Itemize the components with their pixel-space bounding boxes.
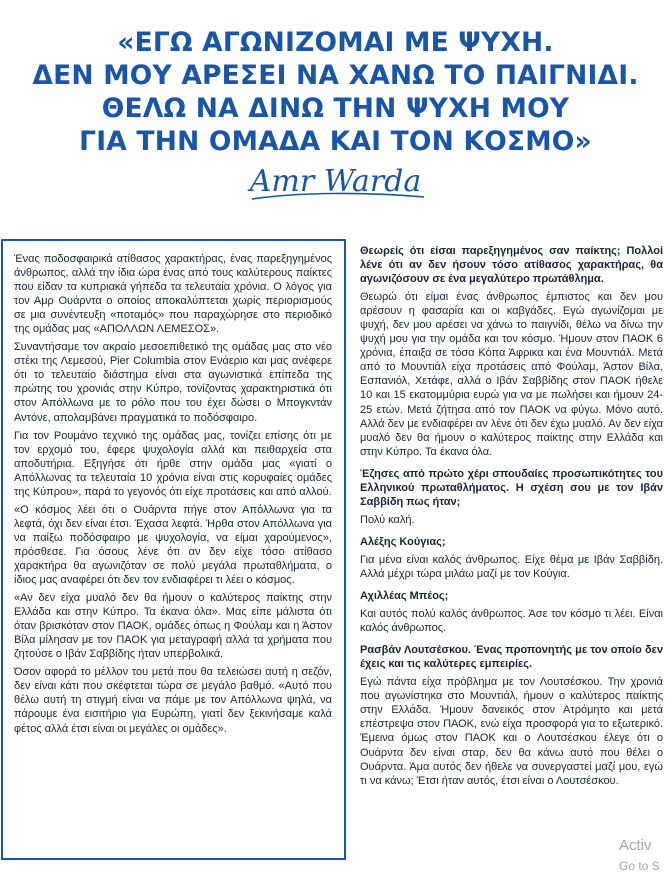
interview-answer: Πολύ καλή.	[360, 513, 415, 526]
interview-column	[360, 244, 663, 796]
author-signature	[0, 162, 671, 202]
intro-paragraph: Ένας ποδοσφαιρικά ατίθασος χαρακτήρας, ένας παρεξηγημένος άνθρωπος, αλλά την ίδια ώρα ένας από τους καλύτερους παίκτες που είδαν τα κυπριακά γήπεδα τα τελευταία χρόνια. Ο λόγος για τον Αμρ Ουάρντα ο οποίος αποκαλύπτεται χωρίς περιορισμούς σε μια συνέντευξη «ποταμός» που παραχώρησε στο περιοδικό της ομάδας μας «ΑΠΟΛΛΩΝ ΛΕΜΕΣΟΣ».	[14, 253, 332, 336]
intro-paragraph: «Αν δεν είχα μυαλό δεν θα ήμουν ο καλύτερος παίκτης στην Ελλάδα και στην Κύπρο. Τα έκανα όλα». Μας είπε μάλιστα ότι όταν βρισκόταν στον ΠΑΟΚ, ομάδες όπως η Φούλαμ και η Άστον Βίλα μίλησαν με τον ΠΑΟΚ για μεταγραφή αλλά τα χρήματα που ζητούσε ο Ιβάν Σαββίδης ήταν υπερβολικά.	[14, 592, 332, 661]
interview-answer: Και αυτός πολύ καλός άνθρωπος. Άσε τον κόσμο τι λέει. Είναι καλός άνθρωπος.	[360, 608, 663, 635]
intro-paragraph: Για τον Ρουμάνο τεχνικό της ομάδας μας, τονίζει επίσης ότι με τον ερχομό του, έφερε ψυχολογία αλλά και πειθαρχεία στα αποδυτήρια. Εξηγήσε ότι ήρθε στην ομάδα μας «γιατί ο Απόλλωνας τα τελευταία 10 χρόνια είναι στις κορυφαίες ομάδες της Κύπρου», παρά το γεγονός ότι είχε προτάσεις και από αλλού.	[14, 429, 332, 498]
headline-line: ΔΕΝ ΜΟΥ ΑΡΕΣΕΙ ΝΑ ΧΑΝΩ ΤΟ ΠΑΙΓΝΙΔΙ.	[32, 60, 639, 91]
qa-block	[360, 643, 663, 787]
interview-answer: Για μένα είναι καλός άνθρωπος. Είχε θέμα με Ιβάν Σαββίδη. Αλλά μέχρι τώρα μιλάω μαζί με τον Κούγια.	[360, 553, 663, 580]
interview-question: Αχιλλέας Μπέος;	[360, 590, 449, 603]
headline-quote	[0, 26, 671, 158]
interview-question: Ρασβάν Λουτσέσκου. Ένας προπονητής με τον οποίο δεν έχεις και τις καλύτερες εμπειρίες.	[360, 644, 663, 671]
interview-question: Θεωρείς ότι είσαι παρεξηγημένος σαν παίκτης; Πολλοί λένε ότι αν δεν ήσουν τόσο ατίθασος χαρακτήρας, θα αγωνιζόσουν σε ένα μεγαλύτερο πρωτάθλημα.	[360, 245, 663, 286]
intro-paragraph: «Ο κόσμος λέει ότι ο Ουάρντα πήγε στον Απόλλωνα για τα λεφτά, όχι δεν είναι έτσι. Έχασα λεφτά. Ήρθα στον Απόλλωνα για να παίξω ποδόσφαιρο με ψυχολογία, να είμαι χαρούμενος», πρόσθεσε. Για όσους λένε ότι αν δεν είχε τόσο ατίθασο χαρακτήρα θα αγωνιζόταν σε πολύ μεγάλα πρωταθλήματα, ο ίδιος μας αναφέρει ότι δεν τον ενδιαφέρει τι λέει ο κόσμος.	[14, 503, 332, 587]
headline-line: «ΕΓΩ ΑΓΩΝΙΖΟΜΑΙ ΜΕ ΨΥΧΗ.	[117, 27, 554, 58]
interview-answer: Θεωρώ ότι είμαι ένας άνθρωπος έμπιστος και δεν μου αρέσουν η φασαρία και οι καβγάδες. Εγώ αγωνίζομαι με ψυχή, δεν μου αρέσει να χάνω το παιγνίδι, θέλω να δίνω την ψυχή μου για την ομάδα και τον κόσμο. Ήμουν στον ΠΑΟΚ 6 χρόνια, έπαιξα σε τόσα Κόπα Άφρικα και ένα Μουντιάλ. Μετά από το Μουντιάλ είχα προτάσεις από Φούλαμ, Άστον Βίλα, Εσπανιόλ, Χετάφε, αλλά ο Ιβάν Σαββίδης στον ΠΑΟΚ ήθελε 10 και 15 εκατομμύρια ευρώ για να με πωλήσει και ήμουν 24-25 ετών. Μετά ζήτησα από τον ΠΑΟΚ να φύγω. Μόνο αυτό. Αλλά δεν με ενδιαφέρει αν λένε ότι δεν έχω μυαλό. Αν δεν είχα μυαλό δεν θα ήμουν ο καλύτερος παίκτης στην Ελλάδα και στην Κύπρο. Τα έκανα όλα.	[360, 291, 663, 458]
qa-block	[360, 589, 663, 635]
headline-line: ΘΕΛΩ ΝΑ ΔΙΝΩ ΤΗΝ ΨΥΧΗ ΜΟΥ	[101, 93, 570, 124]
windows-activation-watermark	[619, 836, 671, 876]
watermark-line: Activ	[619, 837, 652, 854]
interview-answer: Εγώ πάντα είχα πρόβλημα με τον Λουτσέσκου. Την χρονιά που αγωνίστηκα στο Μουντιάλ, ήμουν ο καλύτερος παίκτης στην Ελλάδα. Ήμουν δανεικός στον Ατρόμητο και μετά επέστρεψα στον ΠΑΟΚ, ενώ είχα προσφορά για το εξωτερικό. Έμεινα όμως στον ΠΑΟΚ και ο Λουτσέσκου έλεγε ότι ο Ουάρντα δεν είναι σταρ, δεν θα κάνω αυτό που θέλει ο Ουάρντα. Άμα αυτός δεν ήθελε να συνεργαστεί μαζί μου, εγώ τι να κάνω; Έτσι ήταν αυτός, έτσι είναι ο Λουτσέσκου.	[360, 676, 663, 787]
interview-question: Έζησες από πρώτο χέρι σπουδαίες προσωπικότητες του Ελληνικού πρωταθλήματος. Η σχέση σου με τον Ιβάν Σαββίδη πως ήταν;	[360, 467, 663, 508]
signature-text: Amr Warda	[249, 164, 422, 199]
qa-block	[360, 535, 663, 581]
watermark-line: Go to S	[619, 859, 660, 873]
headline-line: ΓΙΑ ΤΗΝ ΟΜΑΔΑ ΚΑΙ ΤΟΝ ΚΟΣΜΟ»	[79, 126, 592, 157]
qa-block	[360, 244, 663, 459]
intro-paragraph: Συναντήσαμε τον ακραίο μεσοεπιθετικό της ομάδας μας στο νέο στέκι της Λεμεσού, Pier Columbia στον Ενάεριο και μας ανέφερε ότι το τελευταίο διάστημα είναι στα αγωνιστικά επίπεδα της πρώτης του χρονιάς στην Κύπρο, τονίζοντας χαρακτηριστικά ότι στον Απόλλωνα με το ρόλο που του έχει δώσει ο Μπογκντάν Αντόνε, απολαμβάνει πραγματικά το ποδόσφαιρο.	[14, 341, 332, 424]
qa-block	[360, 467, 663, 527]
interview-question: Αλέξης Κούγιας;	[360, 535, 446, 548]
intro-paragraph: Όσον αφορά το μέλλον του μετά που θα τελειώσει αυτή η σεζόν, δεν είναι κάτι που σκέφτεται τώρα σε μεγάλο βαθμό. «Αυτό που θέλω αυτή τη στιγμή είναι να πάμε με τον Απόλλωνα ψηλά, να πάρουμε ένα εισιτήριο για Ευρώπη, γιατί δεν ξεκινήσαμε καλά φέτος αλλά έτσι είναι οι μεγάλες οι ομάδες».	[14, 666, 332, 735]
signature-swash-icon	[248, 190, 428, 204]
intro-column	[14, 252, 332, 740]
